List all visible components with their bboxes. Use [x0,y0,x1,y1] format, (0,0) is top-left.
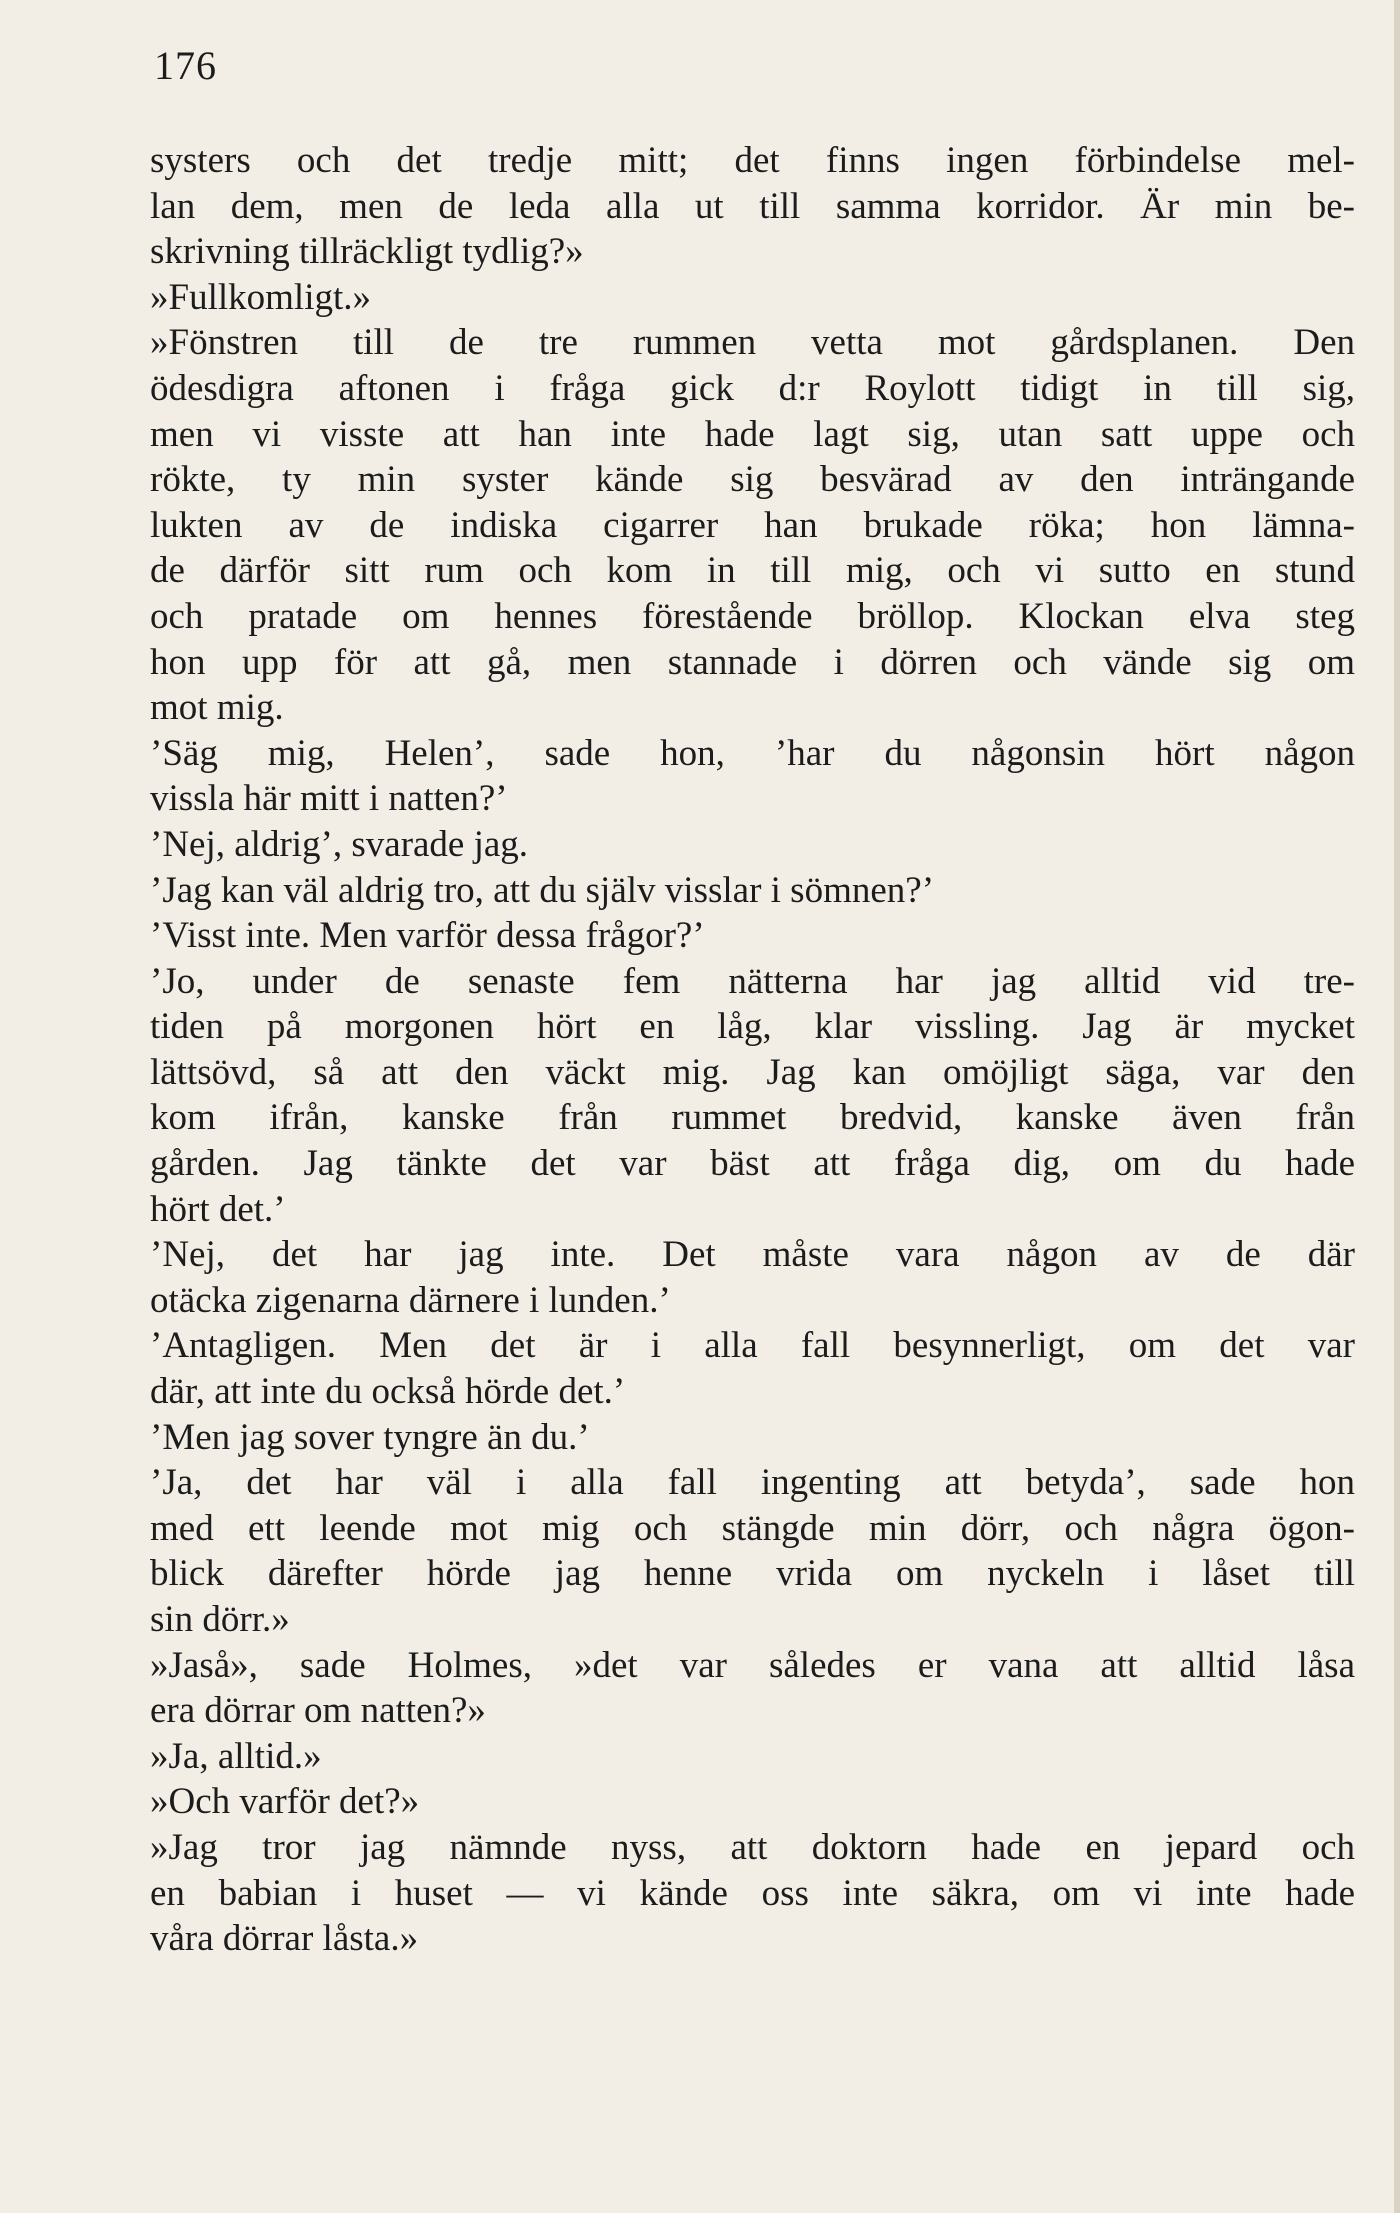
text-line: ’Ja, det har väl i alla fall ingenting att betyda’, sade hon [150,1462,1355,1504]
text-line: ’Jo, under de senaste fem nätterna har jag alltid vid tre- [150,960,1355,1002]
text-line: ’Nej, aldrig’, svarade jag. [150,823,529,865]
text-line: lukten av de indiska cigarrer han brukade röka; hon lämna- [150,504,1355,546]
text-line: hört det.’ [150,1188,286,1230]
text-line: våra dörrar låsta.» [150,1918,419,1960]
text-line: hon upp för att gå, men stannade i dörren och vände sig om [150,641,1355,683]
text-line: där, att inte du också hörde det.’ [150,1371,626,1413]
text-line: de därför sitt rum och kom in till mig, och vi sutto en stund [150,550,1355,592]
text-line: lättsövd, så att den väckt mig. Jag kan omöjligt säga, var den [150,1051,1355,1093]
text-line: ’Visst inte. Men varför dessa frågor?’ [150,915,705,957]
text-line: kom ifrån, kanske från rummet bredvid, kanske även från [150,1097,1355,1139]
text-line: ’Jag kan väl aldrig tro, att du själv visslar i sömnen?’ [150,869,935,911]
text-line: ’Antagligen. Men det är i alla fall besynnerligt, om det var [150,1325,1355,1367]
text-line: tiden på morgonen hört en låg, klar vissling. Jag är mycket [150,1006,1355,1048]
page-number: 176 [154,43,217,88]
text-line: mot mig. [150,687,284,729]
text-line: »Och varför det?» [150,1781,420,1823]
text-line: ’Men jag sover tyngre än du.’ [150,1416,590,1458]
text-line: och pratade om hennes förestående bröllop. Klockan elva steg [150,595,1355,637]
text-line: era dörrar om natten?» [150,1690,486,1732]
text-line: en babian i huset — vi kände oss inte säkra, om vi inte hade [150,1872,1355,1914]
text-line: med ett leende mot mig och stängde min dörr, och några ögon- [150,1507,1355,1549]
text-line: »Ja, alltid.» [150,1735,322,1777]
text-line: blick därefter hörde jag henne vrida om nyckeln i låset till [150,1553,1355,1595]
text-line: »Jag tror jag nämnde nyss, att doktorn hade en jepard och [150,1826,1355,1868]
text-line: gården. Jag tänkte det var bäst att fråga dig, om du hade [150,1143,1355,1185]
text-line: sin dörr.» [150,1599,290,1640]
body-text [150,138,1355,1962]
text-line: »Fullkomligt.» [150,276,372,318]
page-edge [1394,0,1400,2213]
text-line: men vi visste att han inte hade lagt sig, utan satt uppe och [150,413,1355,455]
text-line: systers och det tredje mitt; det finns ingen förbindelse mel- [150,140,1355,181]
text-line: ’Nej, det har jag inte. Det måste vara någon av de där [150,1234,1355,1276]
text-line: ’Säg mig, Helen’, sade hon, ’har du någonsin hört någon [150,732,1355,774]
text-line: rökte, ty min syster kände sig besvärad av den inträngande [150,459,1355,501]
text-line: otäcka zigenarna därnere i lunden.’ [150,1279,671,1321]
text-line: vissla här mitt i natten?’ [150,778,508,820]
text-line: skrivning tillräckligt tydlig?» [150,231,584,273]
text-line: »Jaså», sade Holmes, »det var således er vana att alltid låsa [150,1644,1355,1686]
text-line: ödesdigra aftonen i fråga gick d:r Roylott tidigt in till sig, [150,367,1355,409]
text-line: »Fönstren till de tre rummen vetta mot gårdsplanen. Den [150,322,1355,364]
text-line: lan dem, men de leda alla ut till samma korridor. Är min be- [150,185,1355,227]
